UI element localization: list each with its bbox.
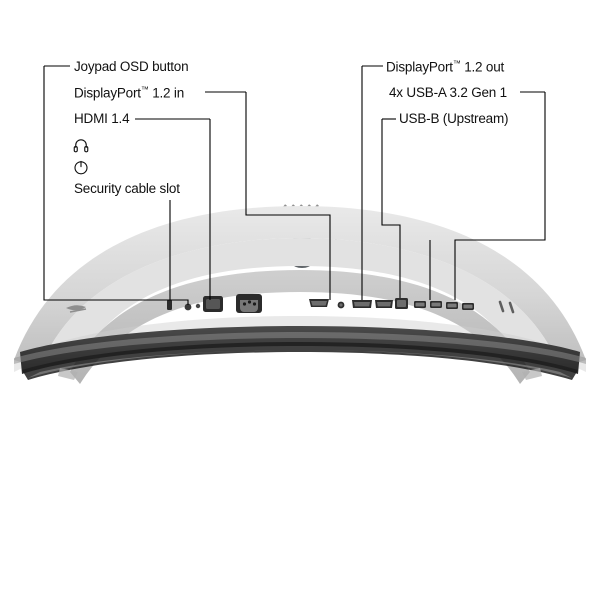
label-displayport-in (74, 86, 184, 101)
power-button-icon (72, 158, 90, 176)
label-joypad-osd-button: Joypad OSD button (74, 59, 189, 74)
headphone-jack-icon (72, 136, 90, 154)
label-usb-a: 4x USB-A 3.2 Gen 1 (389, 85, 507, 100)
leader-displayport-in (246, 92, 330, 300)
label-hdmi: HDMI 1.4 (74, 111, 130, 126)
label-displayport-out (386, 60, 504, 75)
label-displayport-in-tail: 1.2 in (148, 85, 185, 101)
label-displayport-in-main: DisplayPort (74, 85, 141, 101)
label-usb-b: USB-B (Upstream) (399, 111, 509, 126)
label-displayport-in-trademark: ™ (140, 85, 149, 94)
label-displayport-out-tail: 1.2 out (460, 59, 505, 75)
label-displayport-out-trademark: ™ (452, 59, 461, 68)
leader-usb-b (382, 119, 400, 298)
label-displayport-out-main: DisplayPort (386, 59, 453, 75)
label-security-cable-slot: Security cable slot (74, 181, 180, 196)
